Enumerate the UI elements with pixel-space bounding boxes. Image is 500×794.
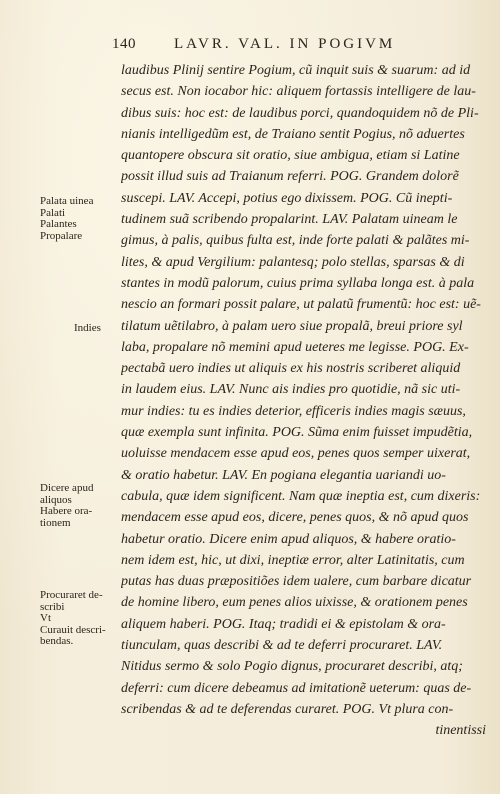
text-line: uoluisse mendacem esse apud eos, penes quos semper uixerat,	[121, 446, 471, 462]
margin-note-line: Procuraret de-	[40, 589, 103, 601]
text-line: Nitidus sermo & solo Pogio dignus, procuraret describi, atq;	[121, 659, 463, 675]
text-line: possit illud suis ad Traianum referri. POG. Grandem dolorẽ	[121, 169, 459, 185]
text-line: in laudem eius. LAV. Nunc ais indies pro quotidie, nã sic uti-	[121, 382, 461, 398]
margin-note-line: Habere ora-	[40, 505, 93, 517]
text-line: deferri: cum dicere debeamus ad imitationẽ ueterum: quas de-	[121, 680, 472, 696]
text-line: de homine libero, eum penes alios uixisse, & orationem penes	[121, 595, 468, 611]
margin-note-line: tionem	[40, 516, 71, 529]
margin-note	[74, 323, 152, 335]
text-line: nescio an formari possit palare, ut palatũ frumentũ: hoc est: uẽ-	[121, 297, 481, 313]
catchword: tinentissi	[435, 723, 486, 739]
text-line: suscepi. LAV. Accepi, potius ego dixissem. POG. Cũ inepti-	[121, 190, 453, 206]
text-line: scribendas & ad te deferendas curaret. POG. Vt plura con-	[121, 701, 454, 717]
text-line: lites, & apud Vergilium: palantesq; polo stellas, sparsas & di	[121, 254, 465, 270]
margin-note	[40, 590, 118, 648]
text-line: pectabã uero indies ut aliquis ex his nostris scriberet aliquid	[121, 361, 461, 377]
main-text-block	[121, 60, 486, 742]
text-line: mendacem esse apud eos, dicere, penes quos, & nõ apud quos	[121, 510, 469, 526]
text-line: tilatum uẽtilabro, à palam uero siue propalã, breui priore syl	[121, 318, 463, 334]
margin-note-line: Propalare	[40, 229, 83, 242]
text-line: putas has duas præpositiões idem ualere, cum barbare dicatur	[121, 574, 472, 590]
margin-note-line: Palantes	[40, 218, 77, 230]
text-line: laudibus Plinij sentire Pogium, cũ inquit suis & suarum: ad id	[121, 63, 471, 78]
text-line: aliquem haberi. POG. Itaq; tradidi ei & epistolam & ora-	[121, 616, 446, 632]
margin-note-line: Vt	[40, 612, 51, 624]
text-line: stantes in modũ palorum, cuius prima syllaba longa est. à pala	[121, 275, 475, 291]
margin-note-line: scribi	[40, 600, 65, 613]
text-line: cabula, quæ idem significent. Nam quæ ineptia est, cum dixeris:	[121, 488, 481, 504]
margin-note-line: Dicere apud	[40, 482, 94, 494]
text-line: nem idem est, hic, ut dixi, ineptiæ error, alter Latinitatis, cum	[121, 552, 465, 568]
margin-note-line: bendas.	[40, 635, 74, 647]
margin-note-line: aliquos	[40, 493, 72, 506]
text-line: mur indies: tu es indies deterior, efficeris indies magis sæuus,	[121, 403, 466, 419]
margin-note	[40, 483, 118, 529]
text-line: tiunculam, quas describi & ad te deferri procuraret. LAV.	[121, 638, 443, 654]
text-line: secus est. Non iocabor hic: aliquem fortassis intelligere de lau-	[121, 84, 476, 100]
margin-note-line: Curauit descri-	[40, 623, 106, 636]
margin-note-line: Palati	[40, 206, 66, 219]
margin-note-line: Indies	[74, 322, 101, 334]
text-line: habetur oratio. Dicere enim apud aliquos, & habere oratio-	[121, 531, 456, 547]
text-line: quantopere obscura sit oratio, siue ambigua, etiam si Latine	[121, 148, 460, 164]
text-line: laba, propalare nõ memini apud ueteres me legisse. POG. Ex-	[121, 339, 469, 355]
running-title: LAVR. VAL. IN POGIVM	[174, 36, 396, 52]
margin-note-line: Palata uinea	[40, 195, 94, 207]
page-number: 140	[112, 36, 136, 52]
text-line: gimus, à palis, quibus fulta est, inde forte palati & palãtes mi-	[121, 233, 470, 249]
text-line: dibus suis: hoc est: de laudibus porci, quandoquidem nõ de Pli-	[121, 105, 479, 121]
text-line: tudinem suã scribendo propalarint. LAV. Palatam uineam le	[121, 212, 458, 228]
page-header	[112, 36, 484, 56]
margin-note	[40, 196, 118, 242]
text-line: quæ exempla sunt infinita. POG. Sũma enim fuisset impudẽtia,	[121, 425, 473, 441]
text-line: & oratio habetur. LAV. En pogiana elegantia uariandi uo-	[121, 467, 446, 483]
text-line: nianis intelligedũm est, de Traiano sentit Pogius, nõ aduertes	[121, 126, 465, 142]
